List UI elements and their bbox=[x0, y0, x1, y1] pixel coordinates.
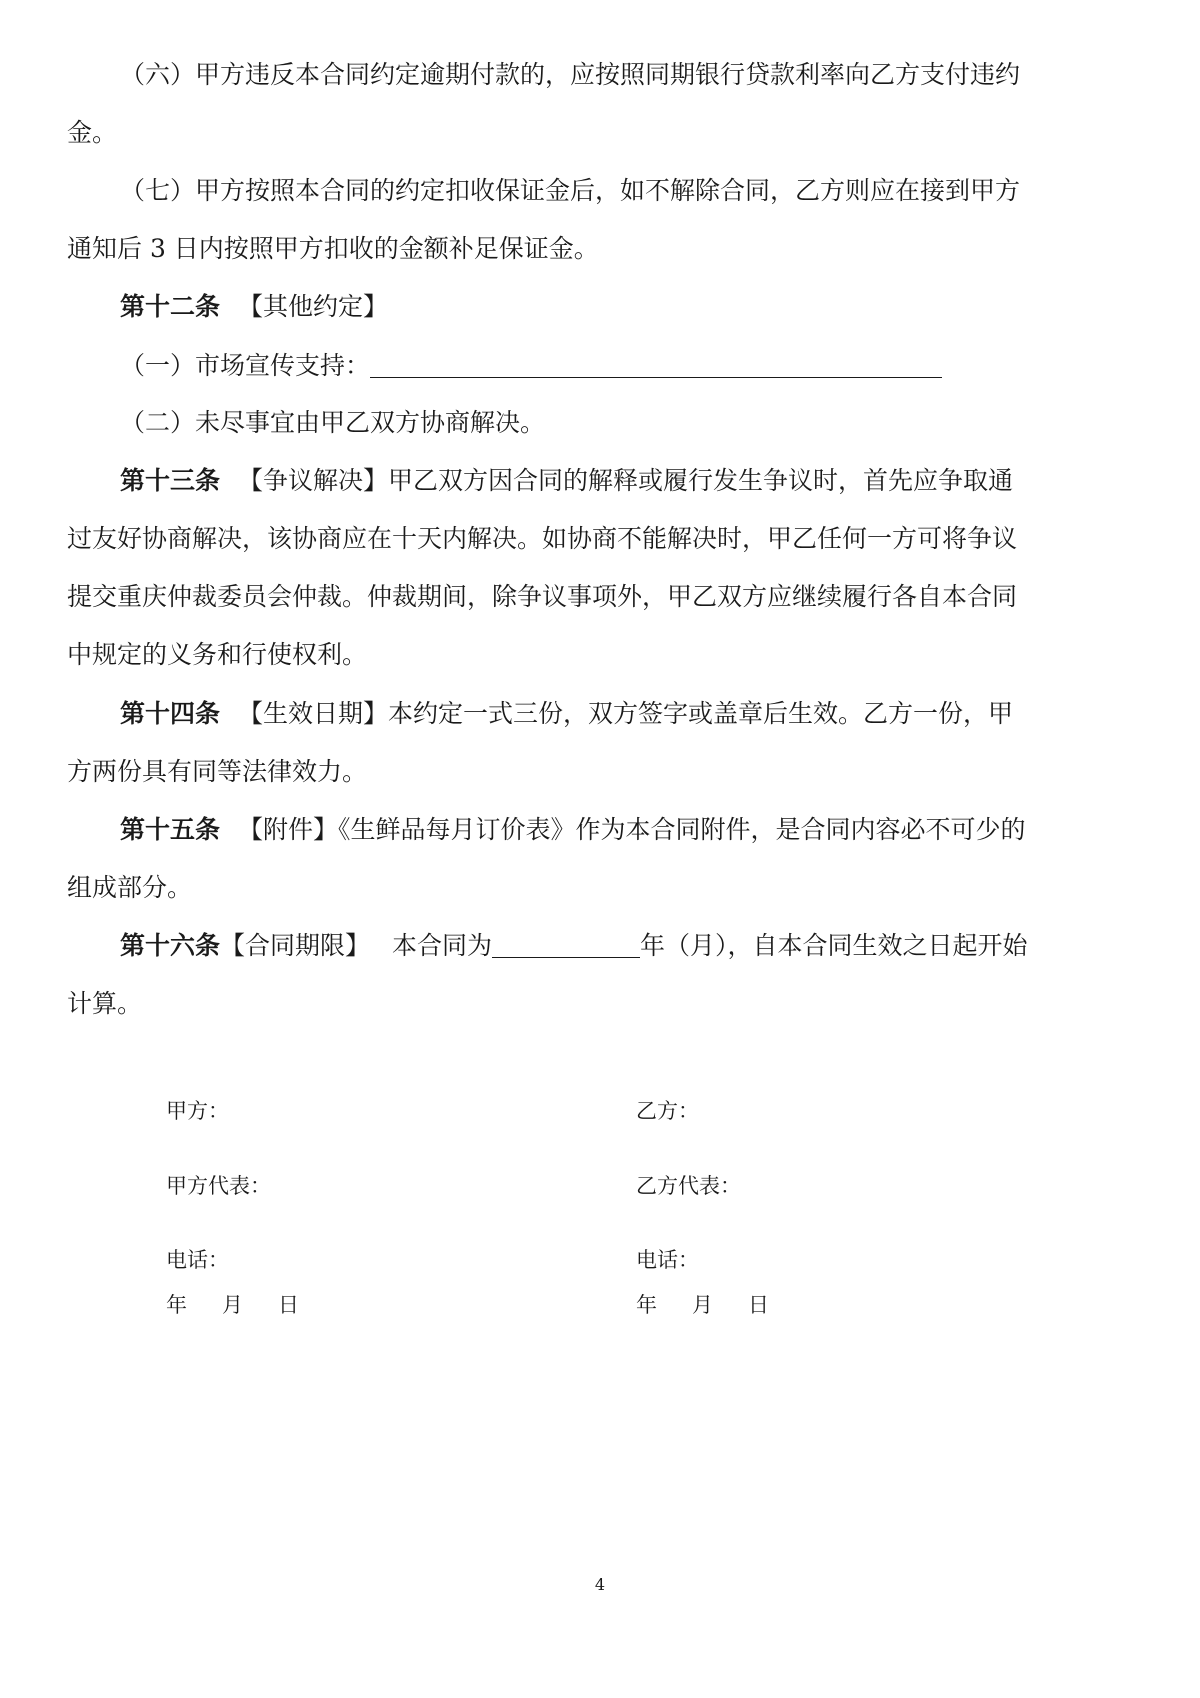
party-a-label: 甲方： bbox=[166, 1099, 229, 1123]
year-label: 年 bbox=[166, 1293, 187, 1317]
year-label: 年 bbox=[636, 1293, 657, 1317]
article-14-number: 第十四条 bbox=[120, 699, 221, 728]
party-b-phone-label: 电话： bbox=[636, 1248, 699, 1272]
clause-7-line-2: 通知后 3 日内按照甲方扣收的金额补足保证金。 bbox=[67, 234, 599, 263]
article-13-lead: 【争议解决】甲乙双方因合同的解释或履行发生争议时，首先应争取通 bbox=[238, 466, 1014, 495]
party-b-label: 乙方： bbox=[636, 1099, 699, 1123]
article-15-line-1 bbox=[120, 813, 1055, 847]
article-14-line-2: 方两份具有同等法律效力。 bbox=[67, 757, 368, 786]
clause-6-line-2: 金。 bbox=[67, 118, 118, 147]
clause-7-line-1: （七）甲方按照本合同的约定扣收保证金后，如不解除合同，乙方则应在接到甲方 bbox=[120, 176, 1021, 205]
contract-term-blank[interactable] bbox=[492, 931, 640, 958]
clause-6-line-1: （六）甲方违反本合同约定逾期付款的，应按照同期银行贷款利率向乙方支付违约 bbox=[120, 60, 1021, 89]
marketing-support-label: （一）市场宣传支持： bbox=[120, 351, 371, 380]
day-label: 日 bbox=[748, 1293, 769, 1317]
marketing-support-blank[interactable] bbox=[370, 351, 942, 378]
article-14-lead: 【生效日期】本约定一式三份，双方签字或盖章后生效。乙方一份，甲 bbox=[238, 699, 1014, 728]
day-label: 日 bbox=[278, 1293, 299, 1317]
article-14-line-1 bbox=[120, 697, 1055, 731]
article-15-number: 第十五条 bbox=[120, 815, 221, 844]
article-12-heading bbox=[120, 290, 720, 324]
article-13-line-1 bbox=[120, 464, 1055, 498]
month-label: 月 bbox=[222, 1293, 243, 1317]
article-15-lead: 【附件】《生鲜品每月订价表》作为本合同附件，是合同内容必不可少的 bbox=[238, 815, 1026, 844]
article-16-text-after: 年（月），自本合同生效之日起开始 bbox=[640, 931, 1028, 960]
party-a-rep-label: 甲方代表： bbox=[166, 1174, 271, 1198]
article-15-line-2: 组成部分。 bbox=[67, 873, 193, 902]
month-label: 月 bbox=[692, 1293, 713, 1317]
article-13-number: 第十三条 bbox=[120, 466, 221, 495]
article-12-number: 第十二条 bbox=[120, 292, 221, 321]
article-16-line-2: 计算。 bbox=[67, 989, 143, 1018]
party-b-date bbox=[636, 1291, 769, 1319]
party-a-phone-label: 电话： bbox=[166, 1248, 229, 1272]
article-12-item-1 bbox=[120, 349, 1020, 383]
article-16-number: 第十六条 bbox=[120, 931, 221, 960]
party-b-rep-label: 乙方代表： bbox=[636, 1174, 741, 1198]
party-a-date bbox=[166, 1291, 299, 1319]
article-13-line-4: 中规定的义务和行使权利。 bbox=[67, 640, 368, 669]
article-16-text-before: 本合同为 bbox=[392, 931, 493, 960]
article-16-title: 【合同期限】 bbox=[220, 931, 371, 960]
article-13-line-2: 过友好协商解决，该协商应在十天内解决。如协商不能解决时，甲乙任何一方可将争议 bbox=[67, 524, 1018, 553]
article-12-title: 【其他约定】 bbox=[238, 292, 389, 321]
page-number: 4 bbox=[594, 1575, 606, 1594]
article-12-item-2: （二）未尽事宜由甲乙双方协商解决。 bbox=[120, 408, 546, 437]
article-13-line-3: 提交重庆仲裁委员会仲裁。仲裁期间，除争议事项外，甲乙双方应继续履行各自本合同 bbox=[67, 582, 1018, 611]
article-16-line-1 bbox=[120, 929, 1055, 963]
